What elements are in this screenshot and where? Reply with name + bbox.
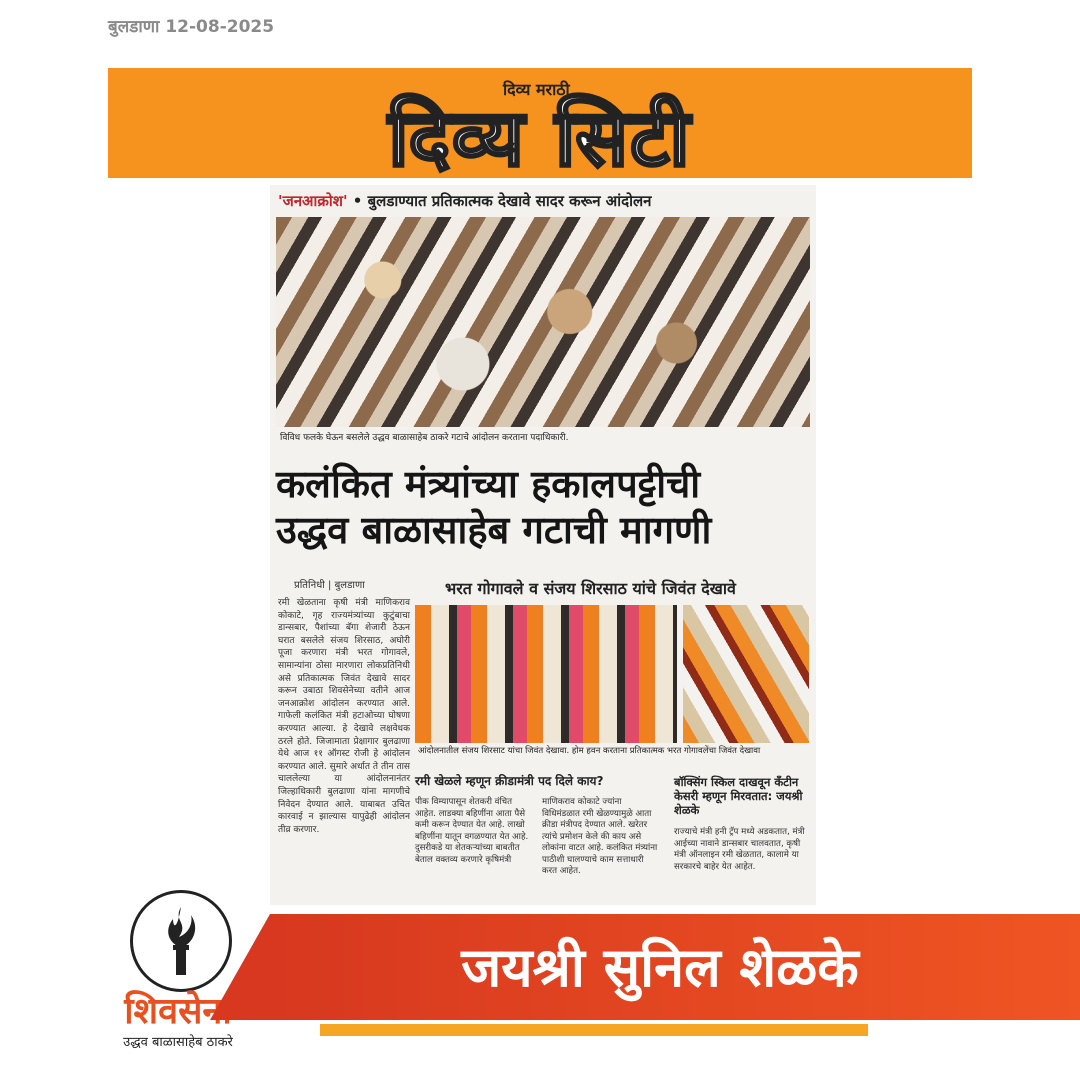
section-body-column-1: पीक विम्यापासून शेतकरी वंचित आहेत. लाडक्या बहिणींना आता पैसे कमी करून देण्यात येत आहे. लाखो बहिणींना यातून वगळण्यात येत आहे. दुसरीकडे या शेतकऱ्यांच्या बाबतीत बेताल वक्तव्य करणारे कृषिमंत्री — [415, 797, 529, 865]
dateline: बुलडाणा 12-08-2025 — [108, 17, 275, 37]
section-body-column-2: माणिकराव कोकाटे ज्यांना विधिमंडळात रमी खेळण्यामुळे आता क्रीडा मंत्रीपद देण्यात आले. खरेतर त्यांचे प्रमोशन केले की काय असे लोकांना वाटत आहे. कलंकित मंत्र्यांना पाठीशी घालण्याचे काम सत्ताधारी करत आहेत. — [542, 797, 658, 876]
kicker-text: • बुलडाण्यात प्रतिकात्मक देखावे सादर करून आंदोलन — [347, 192, 652, 210]
article-body-column: रमी खेळताना कृषी मंत्री माणिकराव कोकाटे, गृह राज्यमंत्र्यांच्या कुटुंबाचा डान्सबार, पैशांच्या बॅगा शेजारी ठेऊन घरात बसलेले संजय शिरसाठ, अघोरी पूजा करणारा मंत्री भरत गोगावले, सामान्यांना ठोसा मारणारा लोकप्रतिनिधी असे प्रतिकात्मक जिवंत देखावे सादर करून उबाठा शिवसेनेच्या वतीने आज जनआक्रोश आंदोलन करण्यात आले. गाफेली कलंकित मंत्री हटाओच्या घोषणा करण्यात आल्या. हे देखावे लक्षवेधक ठरले होते. जिजामाता प्रेक्षागार बुलढाणा येथे आज ११ ऑगस्ट रोजी हे आंदोलन करण्यात आले. सुमारे अर्धात ते तीन तास चाललेल्या या आंदोलनानंतर जिल्हाधिकारी बुलढाणा यांना मागणीचे निवेदन देण्यात आले. याबाबत उचित कारवाई न झाल्यास यापुढेही आंदोलन तीव्र करणार. — [278, 598, 410, 835]
newspaper-masthead — [108, 68, 972, 184]
article-subhead: भरत गोगावले व संजय शिरसाठ यांचे जिवंत देखावे — [445, 579, 736, 598]
article-headline — [276, 461, 810, 553]
photo-caption: विविध फलके घेऊन बसलेले उद्धव बाळासाहेब ठाकरे गटाचे आंदोलन करताना पदाधिकारी. — [280, 433, 569, 443]
party-logo-subtitle: उद्धव बाळासाहेब ठाकरे — [123, 1035, 233, 1050]
newspaper-clipping — [270, 185, 816, 905]
headline-line-2: उद्धव बाळासाहेब गटाची मागणी — [276, 508, 712, 552]
article-kicker — [278, 191, 808, 211]
photos-caption: आंदोलनातील संजय शिरसाट यांचा जिवंत देखावा. होम हवन करताना प्रतिकात्मक भरत गोगावलेंचा जिवंत देखावा — [418, 746, 761, 756]
section-heading-boxing: बॉक्सिंग स्किल दाखवून कँटीन केसरी म्हणून मिरवतात: जयश्री शेळके — [674, 775, 803, 817]
banner-slant — [210, 914, 270, 1020]
protest-crowd-photo — [276, 217, 810, 427]
banner-person-name: जयश्री सुनिल शेळके — [461, 936, 859, 999]
masthead-brand-title: दिव्य सिटी — [388, 94, 692, 184]
section-body-boxing: राज्याचे मंत्री हनी ट्रॅप मध्ये अडकतात, मंत्री आईच्या नावाने डान्सबार चालवतात, कृषी मंत्री ऑनलाइन रमी खेळतात, कालामे या सरकारचे बाहेर येत आहेत. — [674, 827, 805, 872]
section-heading-rummy: रमी खेळले म्हणून क्रीडामंत्री पद दिले काय? — [415, 774, 604, 788]
kicker-tag: 'जनआक्रोश' — [278, 192, 348, 210]
article-byline: प्रतिनिधी | बुलडाणा — [294, 580, 365, 591]
party-logo-name: शिवसेना — [124, 991, 232, 1032]
headline-line-1: कलंकित मंत्र्यांच्या हकालपट्टीची — [276, 462, 701, 506]
masthead-brand-small: दिव्य मराठी — [503, 80, 570, 99]
tableau-photo-gogawale — [683, 605, 809, 743]
tableau-photo-shirsat — [415, 605, 677, 743]
banner-underline — [320, 1024, 868, 1036]
